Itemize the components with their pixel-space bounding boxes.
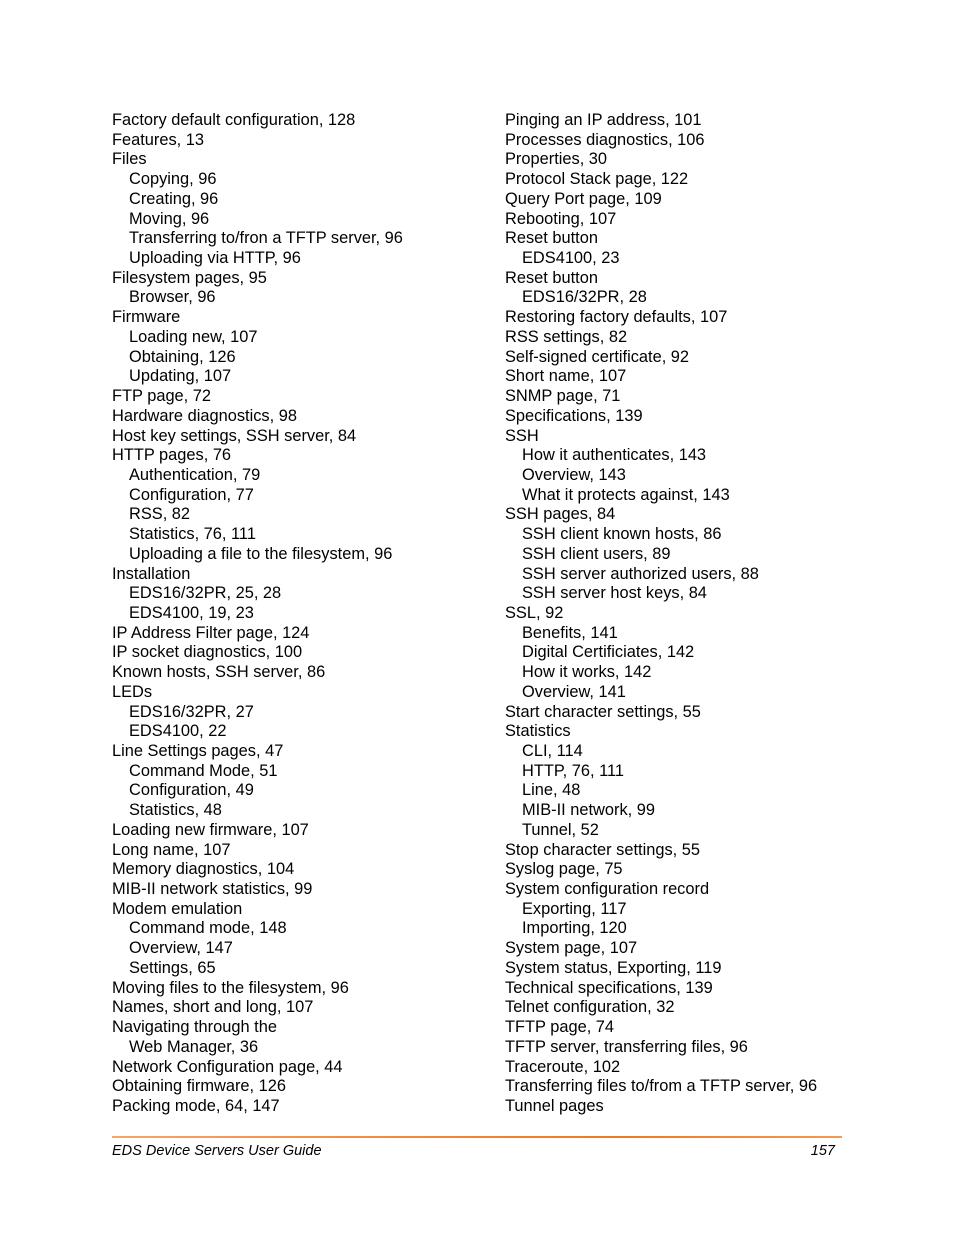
index-entry: Properties, 30 — [505, 150, 608, 169]
index-subentry: EDS16/32PR, 28 — [522, 288, 647, 307]
index-subentry: Moving, 96 — [129, 209, 210, 228]
index-subentry: How it authenticates, 143 — [522, 446, 707, 465]
footer-title: EDS Device Servers User Guide — [112, 1143, 322, 1159]
index-subentry: Overview, 143 — [522, 465, 626, 484]
index-subentry: EDS16/32PR, 27 — [129, 702, 254, 721]
index-subentry: SSH server host keys, 84 — [522, 584, 707, 603]
index-subentry: SSH client known hosts, 86 — [522, 525, 722, 544]
index-subentry: Overview, 147 — [129, 939, 233, 958]
index-entry: TFTP page, 74 — [505, 1018, 615, 1037]
index-entry: Long name, 107 — [112, 840, 231, 859]
index-subentry: Obtaining, 126 — [129, 347, 236, 366]
index-subentry: Settings, 65 — [129, 958, 216, 977]
index-entry: Host key settings, SSH server, 84 — [112, 426, 357, 445]
index-subentry: Creating, 96 — [129, 189, 219, 208]
index-subentry: Statistics, 76, 111 — [129, 525, 256, 544]
index-entry: Statistics — [505, 722, 571, 741]
index-subentry: Tunnel, 52 — [522, 820, 599, 839]
index-entry: SSH — [505, 426, 539, 445]
index-subentry: CLI, 114 — [522, 742, 583, 760]
index-subentry: SSH client users, 89 — [522, 544, 671, 563]
index-subentry: Transferring to/fron a TFTP server, 96 — [129, 229, 403, 248]
index-entry: Rebooting, 107 — [505, 209, 617, 228]
index-subentry: Benefits, 141 — [522, 623, 618, 642]
index-entry: LEDs — [112, 682, 153, 701]
index-subentry: Statistics, 48 — [129, 801, 222, 820]
index-subentry: HTTP, 76, 111 — [522, 761, 625, 780]
index-entry: Loading new firmware, 107 — [112, 820, 309, 839]
index-subentry: SSH server authorized users, 88 — [522, 564, 759, 583]
index-subentry: Importing, 120 — [522, 919, 627, 938]
index-entry: Filesystem pages, 95 — [112, 268, 267, 287]
index-entry: Packing mode, 64, 147 — [112, 1096, 280, 1115]
index-subentry: Browser, 96 — [129, 288, 216, 307]
index-entry: Query Port page, 109 — [505, 189, 662, 208]
index-entry: Network Configuration page, 44 — [112, 1057, 343, 1076]
index-subentry: Uploading a file to the filesystem, 96 — [129, 544, 393, 563]
index-entry: Memory diagnostics, 104 — [112, 860, 295, 879]
footer-page-number: 157 — [810, 1143, 835, 1159]
index-column-right — [505, 111, 865, 1117]
index-subentry: MIB-II network, 99 — [522, 801, 655, 820]
index-entry: Telnet configuration, 32 — [505, 998, 675, 1017]
index-entry: Known hosts, SSH server, 86 — [112, 663, 326, 682]
index-subentry: Uploading via HTTP, 96 — [129, 249, 301, 268]
index-entry: Stop character settings, 55 — [505, 840, 700, 859]
index-entry: FTP page, 72 — [112, 387, 212, 406]
index-entry: HTTP pages, 76 — [112, 446, 232, 465]
index-subentry: Configuration, 49 — [129, 781, 254, 800]
index-subentry: Line, 48 — [522, 781, 581, 800]
index-entry: Self-signed certificate, 92 — [505, 347, 690, 366]
index-entry: SSL, 92 — [505, 603, 564, 622]
index-entry: Restoring factory defaults, 107 — [505, 308, 728, 327]
index-entry: Reset button — [505, 268, 598, 287]
index-subentry: Web Manager, 36 — [129, 1037, 259, 1056]
index-entry: Navigating through the — [112, 1018, 277, 1037]
index-subentry: EDS4100, 23 — [522, 249, 620, 268]
index-entry: Features, 13 — [112, 130, 205, 149]
index-subentry: Exporting, 117 — [522, 899, 627, 918]
index-entry: Technical specifications, 139 — [505, 978, 713, 997]
index-entry: IP socket diagnostics, 100 — [112, 643, 303, 662]
index-subentry: Copying, 96 — [129, 170, 217, 189]
index-entry: Files — [112, 150, 147, 169]
index-entry: Firmware — [112, 308, 181, 327]
index-entry: Names, short and long, 107 — [112, 998, 314, 1017]
index-entry: Moving files to the filesystem, 96 — [112, 978, 349, 997]
index-entry: Line Settings pages, 47 — [112, 742, 284, 760]
index-entry: Factory default configuration, 128 — [112, 111, 356, 129]
index-subentry: Authentication, 79 — [129, 465, 261, 484]
index-entry: SNMP page, 71 — [505, 387, 621, 406]
index-entry: Protocol Stack page, 122 — [505, 170, 689, 189]
index-subentry: Command Mode, 51 — [129, 761, 278, 780]
index-entry: RSS settings, 82 — [505, 327, 628, 346]
index-entry: Start character settings, 55 — [505, 702, 701, 721]
index-subentry: Loading new, 107 — [129, 327, 258, 346]
index-entry: Specifications, 139 — [505, 406, 643, 425]
index-entry: SSH pages, 84 — [505, 505, 616, 524]
index-subentry: What it protects against, 143 — [522, 485, 730, 504]
index-entry: Tunnel pages — [505, 1096, 604, 1115]
index-entry: Traceroute, 102 — [505, 1057, 621, 1076]
index-subentry: Updating, 107 — [129, 367, 232, 386]
index-entry: Modem emulation — [112, 899, 243, 918]
index-entry: Obtaining firmware, 126 — [112, 1077, 287, 1096]
index-subentry: Digital Certificiates, 142 — [522, 643, 695, 662]
index-entry: MIB-II network statistics, 99 — [112, 880, 313, 899]
index-entry: System configuration record — [505, 880, 710, 899]
index-entry: System status, Exporting, 119 — [505, 958, 722, 977]
index-subentry: Command mode, 148 — [129, 919, 287, 938]
index-entry: Hardware diagnostics, 98 — [112, 406, 297, 425]
index-entry: IP Address Filter page, 124 — [112, 623, 310, 642]
index-subentry: EDS4100, 22 — [129, 722, 227, 741]
index-entry: Installation — [112, 564, 191, 583]
index-entry: System page, 107 — [505, 939, 638, 958]
index-subentry: How it works, 142 — [522, 663, 652, 682]
index-subentry: Configuration, 77 — [129, 485, 254, 504]
index-entry: TFTP server, transferring files, 96 — [505, 1037, 748, 1056]
index-subentry: EDS16/32PR, 25, 28 — [129, 584, 282, 603]
index-subentry: EDS4100, 19, 23 — [129, 603, 254, 622]
index-column-left — [112, 111, 492, 1117]
index-entry: Syslog page, 75 — [505, 860, 623, 879]
index-entry: Reset button — [505, 229, 598, 248]
footer-rule — [112, 1136, 842, 1138]
index-entry: Transferring files to/from a TFTP server, 96 — [505, 1077, 818, 1096]
index-entry: Pinging an IP address, 101 — [505, 111, 702, 129]
index-entry: Short name, 107 — [505, 367, 627, 386]
index-subentry: Overview, 141 — [522, 682, 626, 701]
index-subentry: RSS, 82 — [129, 505, 191, 524]
index-entry: Processes diagnostics, 106 — [505, 130, 705, 149]
